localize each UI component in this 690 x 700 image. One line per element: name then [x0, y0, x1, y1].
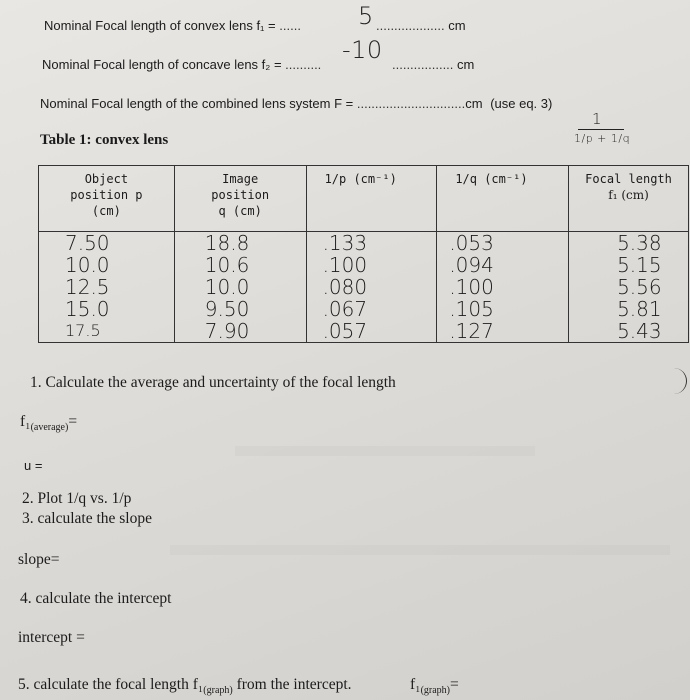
table-row — [39, 232, 689, 255]
cell-image: 18.8 — [174, 232, 306, 255]
cell-object: 12.5 — [39, 276, 175, 298]
header-object-line2: position p — [70, 188, 143, 202]
f1-average-symbol: f₁ — [20, 413, 31, 430]
cell-inverse-q: .053 — [437, 232, 569, 255]
table-row — [39, 320, 689, 343]
margin-mark — [672, 368, 687, 394]
convex-focal-value: 5 — [358, 2, 374, 30]
cell-inverse-q: .105 — [437, 298, 569, 320]
cell-inverse-p: .057 — [306, 320, 437, 343]
concave-unit: cm — [457, 57, 475, 72]
cell-object: 7.50 — [39, 232, 175, 255]
concave-focal-label: Nominal Focal length of concave lens f₂ = — [42, 57, 282, 72]
cell-object: 15.0 — [39, 298, 175, 320]
q5-sub: (graph) — [203, 685, 233, 697]
header-inverse-q: 1/q (cm⁻¹) — [437, 166, 569, 232]
f1-graph-line — [410, 676, 459, 696]
combined-dots: .............................. — [356, 96, 466, 111]
combined-focal-line — [40, 96, 552, 111]
table-header-row — [39, 166, 689, 232]
table-row — [39, 298, 689, 320]
header-object-line3: (cm) — [91, 204, 121, 218]
combined-note: (use eq. 3) — [490, 96, 553, 111]
cell-inverse-q: .094 — [437, 254, 569, 276]
question-1: 1. Calculate the average and uncertainty of the focal length — [30, 374, 396, 391]
table-row — [39, 276, 689, 298]
header-inverse-p: 1/p (cm⁻¹) — [306, 166, 437, 232]
cell-focal: 5.56 — [569, 276, 689, 298]
question-2: 2. Plot 1/q vs. 1/p — [22, 490, 132, 507]
convex-lens-table — [38, 165, 689, 343]
convex-dots-2: ................... — [376, 18, 445, 33]
header-image-line2: position — [211, 188, 270, 202]
intercept-line: intercept = — [18, 629, 85, 646]
header-focal-length — [569, 166, 689, 232]
fraction-denominator: 1/p + 1/q — [574, 132, 631, 145]
concave-dots-2: ................. — [392, 57, 454, 72]
bleed-through-2 — [170, 545, 670, 555]
header-image-line3: q (cm) — [218, 204, 262, 218]
f1-graph-sub: (graph) — [420, 685, 451, 697]
cell-image: 10.0 — [174, 276, 306, 298]
slope-line: slope= — [18, 551, 60, 568]
cell-object: 10.0 — [39, 254, 175, 276]
f1-average-sub: (average) — [30, 422, 69, 434]
q5-end: from the intercept. — [236, 676, 352, 693]
header-focal-line1: Focal length — [585, 172, 672, 186]
header-focal-line2: f₁ (cm) — [608, 188, 649, 202]
fraction-bar — [578, 129, 624, 130]
uncertainty-line: u = — [24, 458, 43, 473]
cell-focal: 5.81 — [569, 298, 689, 320]
header-image-line1: Image — [222, 172, 259, 186]
table-row — [39, 254, 689, 276]
cell-inverse-q: .127 — [437, 320, 569, 343]
concave-dots: .......... — [285, 57, 322, 72]
convex-focal-tail — [376, 18, 466, 33]
cell-focal: 5.38 — [569, 232, 689, 255]
header-image-position — [174, 166, 306, 232]
bleed-through-1 — [235, 446, 535, 456]
q5-text: 5. calculate the focal length f₁ — [18, 676, 204, 693]
cell-image: 10.6 — [174, 254, 306, 276]
f1-graph-symbol: f₁ — [410, 676, 421, 693]
question-5 — [18, 676, 352, 696]
cell-image: 9.50 — [174, 298, 306, 320]
question-4: 4. calculate the intercept — [20, 590, 172, 607]
cell-focal: 5.15 — [569, 254, 689, 276]
question-3: 3. calculate the slope — [22, 510, 152, 527]
cell-object: 17.5 — [39, 320, 175, 343]
f1-average-line — [20, 413, 77, 433]
combined-focal-label: Nominal Focal length of the combined lens system F = — [40, 96, 354, 111]
concave-focal-value: -10 — [342, 36, 383, 64]
concave-focal-tail — [392, 57, 474, 72]
cell-inverse-p: .100 — [306, 254, 437, 276]
convex-focal-line — [44, 18, 301, 33]
table-title: Table 1: convex lens — [40, 132, 169, 148]
convex-dots: ...... — [279, 18, 301, 33]
cell-inverse-p: .080 — [306, 276, 437, 298]
convex-unit: cm — [448, 18, 466, 33]
combined-unit: cm — [465, 96, 483, 111]
cell-inverse-p: .067 — [306, 298, 437, 320]
convex-focal-label: Nominal Focal length of convex lens f₁ = — [44, 18, 276, 33]
cell-inverse-q: .100 — [437, 276, 569, 298]
header-object-line1: Object — [84, 172, 129, 186]
concave-focal-line — [42, 57, 321, 72]
cell-image: 7.90 — [174, 320, 306, 343]
header-object-position — [39, 166, 175, 232]
fraction-numerator: 1 — [592, 110, 603, 128]
cell-inverse-p: .133 — [306, 232, 437, 255]
f1-graph-eq: = — [450, 676, 459, 693]
f1-average-eq: = — [68, 413, 78, 430]
cell-focal: 5.43 — [569, 320, 689, 343]
